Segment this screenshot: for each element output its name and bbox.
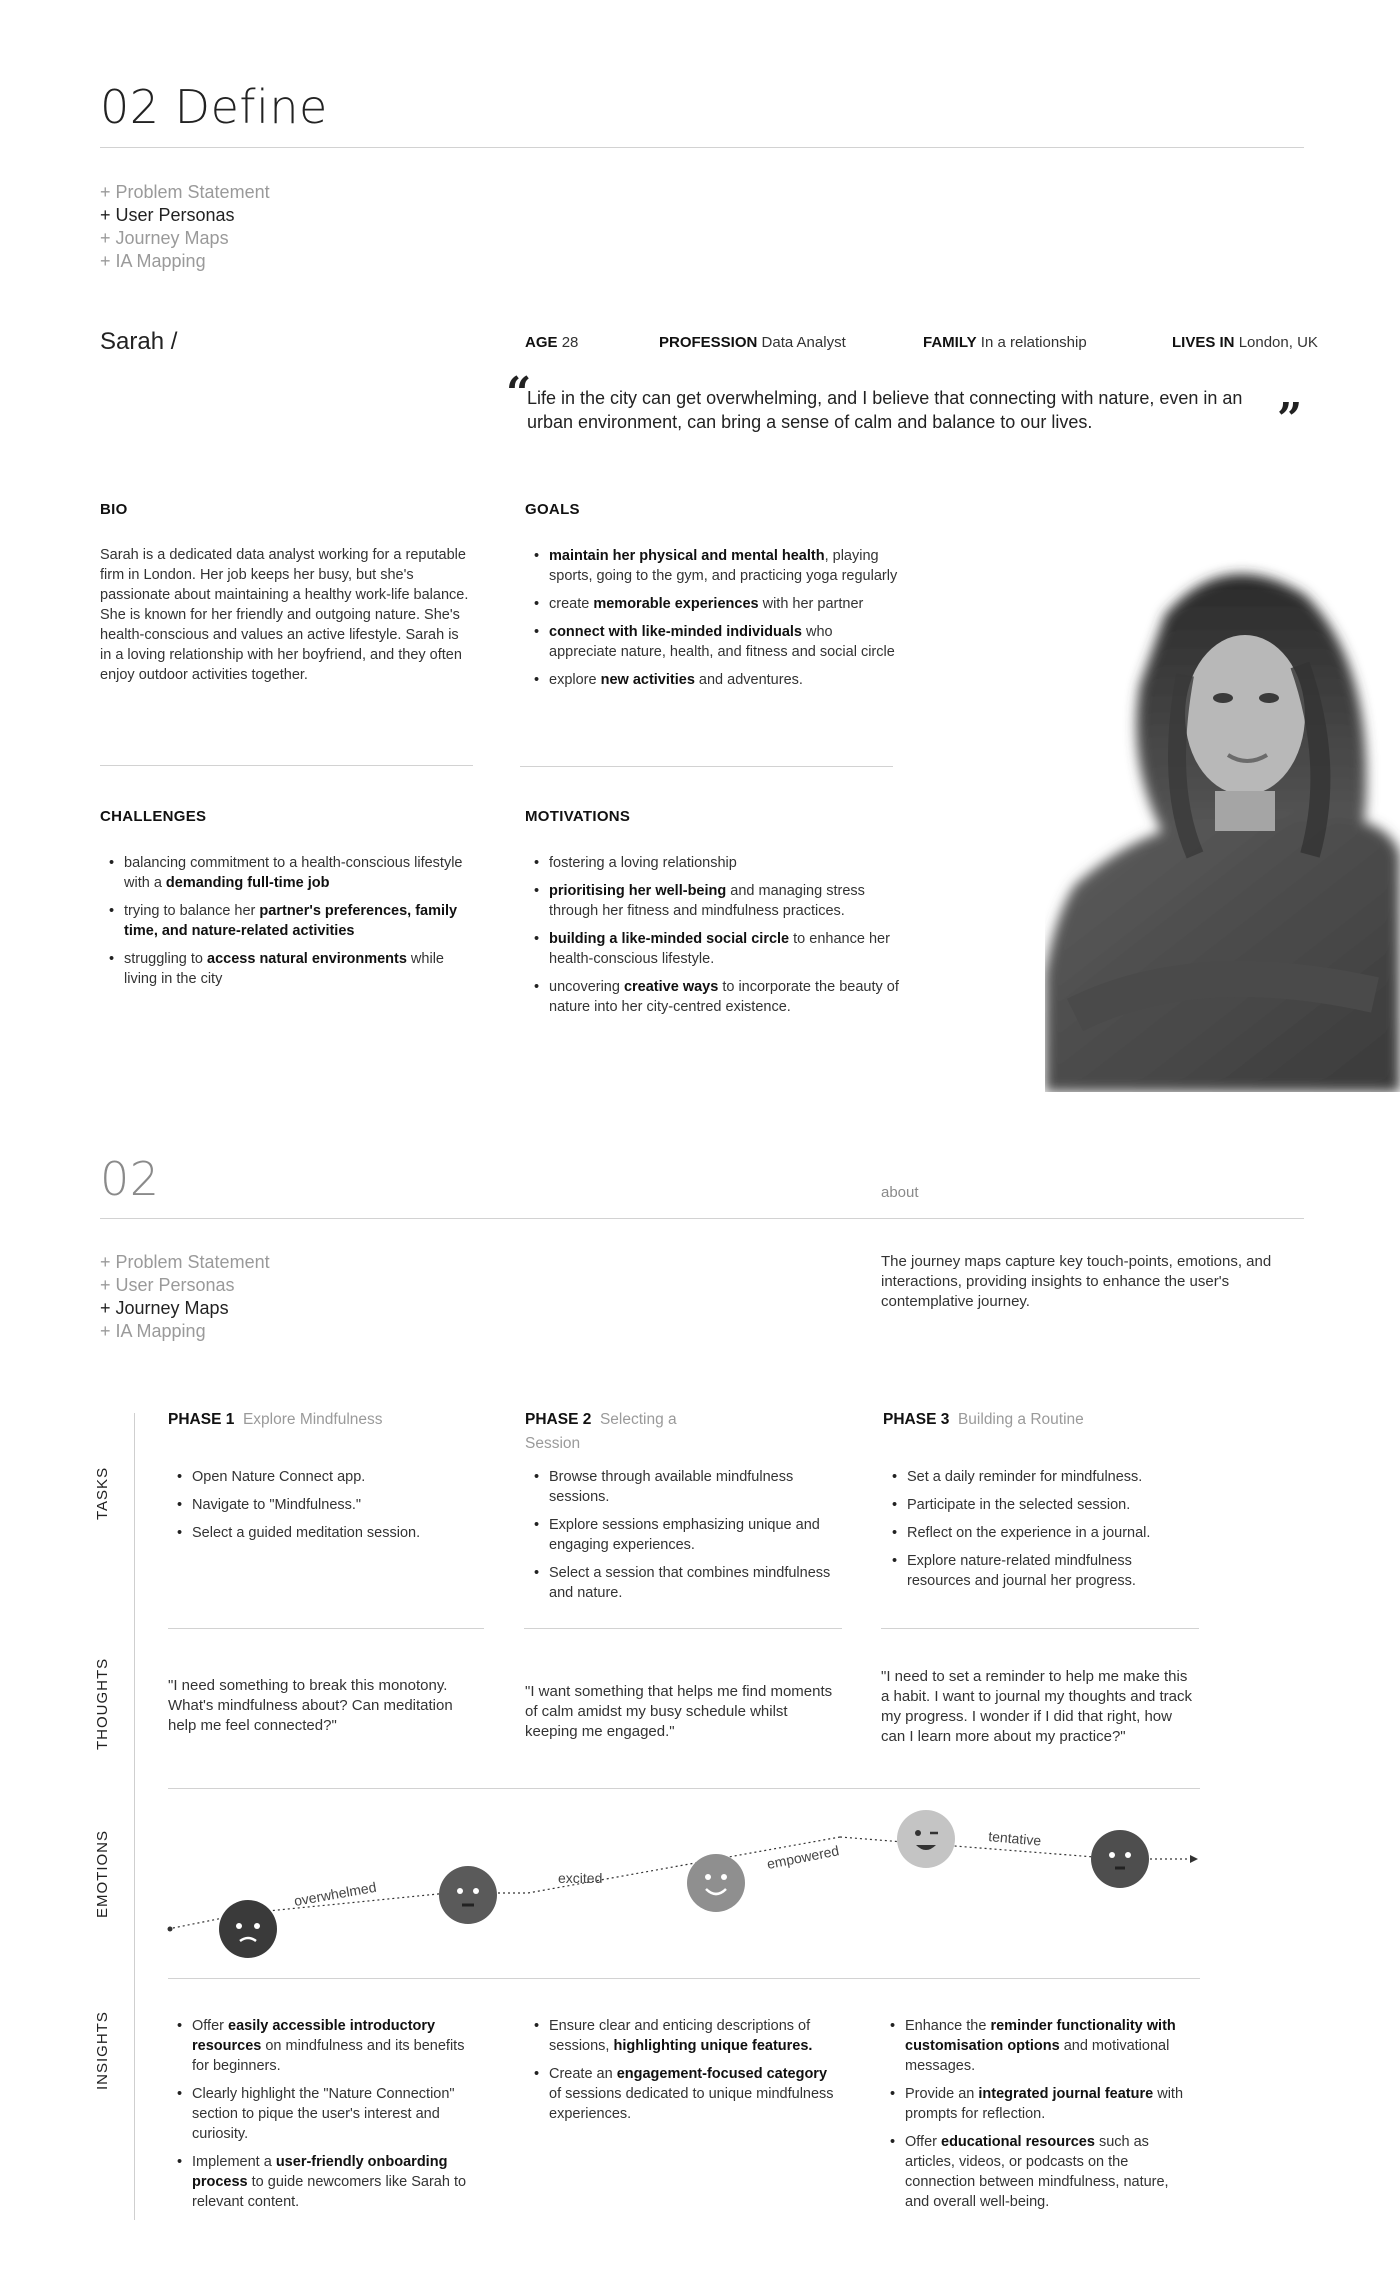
- list-item: • Browse through available mindfulness sessions.: [532, 1467, 837, 1507]
- nav-item-user-personas[interactable]: + User Personas: [100, 205, 235, 225]
- phase-2-thought: "I want something that helps me find moments of calm amidst my busy schedule whilst keeping me engaged.": [525, 1683, 833, 1740]
- list-item: • Offer educational resources such as articles, videos, or podcasts on the connection between mindfulness, nature, and overall well-being.: [888, 2132, 1193, 2212]
- list-item: • Provide an integrated journal feature with prompts for reflection.: [888, 2084, 1193, 2124]
- bio-heading: BIO: [100, 501, 128, 518]
- section-nav-2: [100, 1251, 270, 1343]
- persona-photo: [1045, 555, 1400, 1092]
- list-item: • balancing commitment to a health-conscious lifestyle with a demanding full-time job: [107, 853, 477, 893]
- emotion-face-overwhelmed: [219, 1900, 277, 1958]
- list-item: • Select a guided meditation session.: [175, 1523, 480, 1543]
- list-item: • maintain her physical and mental health, playing sports, going to the gym, and practicing yoga regularly: [532, 546, 902, 586]
- quote-close-mark: ”: [1277, 394, 1303, 445]
- list-item: • trying to balance her partner's preferences, family time, and nature-related activities: [107, 901, 477, 941]
- list-item: • Open Nature Connect app.: [175, 1467, 480, 1487]
- list-item: • Implement a user-friendly onboarding process to guide newcomers like Sarah to relevant content.: [175, 2152, 480, 2212]
- phase-1-insights: [175, 2016, 480, 2220]
- emotion-label-tentative: tentative: [987, 1828, 1042, 1849]
- list-item: • struggling to access natural environments while living in the city: [107, 949, 477, 989]
- list-item: • fostering a loving relationship: [532, 853, 902, 873]
- section-nav-1: [100, 181, 270, 273]
- list-item: • Select a session that combines mindfulness and nature.: [532, 1563, 837, 1603]
- phase-2-tasks: [532, 1467, 837, 1611]
- goals-divider: [520, 766, 893, 767]
- journey-axis-line: [134, 1413, 135, 2220]
- emotion-face-final: [1091, 1830, 1149, 1888]
- list-item: • Participate in the selected session.: [890, 1495, 1195, 1515]
- meta-lives-in: LIVES IN London, UK: [1172, 334, 1318, 351]
- list-item: • Enhance the reminder functionality with customisation options and motivational messages.: [888, 2016, 1193, 2076]
- row-label-thoughts: THOUGHTS: [94, 1657, 111, 1750]
- phase-1-thought: "I need something to break this monotony. What's mindfulness about? Can meditation help me feel connected?": [168, 1677, 453, 1734]
- phase-2-header: PHASE 2 Selecting a Session: [525, 1411, 677, 1452]
- persona-name: Sarah /: [100, 328, 178, 355]
- list-item: • Reflect on the experience in a journal.: [890, 1523, 1195, 1543]
- phase-3-insights: [888, 2016, 1193, 2220]
- emotion-label-overwhelmed: overwhelmed: [292, 1878, 378, 1909]
- nav-item-journey-maps[interactable]: + Journey Maps: [100, 228, 229, 248]
- motivations-list: [532, 853, 902, 1025]
- phase-3-header: PHASE 3 Building a Routine: [883, 1411, 1084, 1428]
- list-item: • explore new activities and adventures.: [532, 670, 902, 690]
- about-label: about: [881, 1184, 919, 1201]
- phase-3-thought: "I need to set a reminder to help me make this a habit. I want to journal my thoughts and track my progress. I wonder if I did that right, how can I learn more about my practice?": [881, 1668, 1193, 1745]
- nav-item-problem-statement[interactable]: + Problem Statement: [100, 1252, 270, 1272]
- bio-divider: [100, 765, 473, 766]
- meta-family: FAMILY In a relationship: [923, 334, 1087, 351]
- list-item: • Ensure clear and enticing descriptions of sessions, highlighting unique features.: [532, 2016, 837, 2056]
- list-item: • Set a daily reminder for mindfulness.: [890, 1467, 1195, 1487]
- emotion-face-excited: [439, 1866, 497, 1924]
- emotion-label-excited: excited: [558, 1870, 603, 1886]
- emotion-face-empowered: [687, 1854, 745, 1912]
- list-item: • Create an engagement-focused category of sessions dedicated to unique mindfulness experiences.: [532, 2064, 837, 2124]
- page-title: 02 Define: [100, 80, 328, 134]
- thoughts-divider: [168, 1788, 1200, 1789]
- list-item: • Clearly highlight the "Nature Connection" section to pique the user's interest and curiosity.: [175, 2084, 480, 2144]
- nav-item-user-personas[interactable]: + User Personas: [100, 1275, 235, 1295]
- emotion-face-tentative: [897, 1810, 955, 1868]
- list-item: • connect with like-minded individuals who appreciate nature, health, and fitness and social circle: [532, 622, 902, 662]
- nav-item-problem-statement[interactable]: + Problem Statement: [100, 182, 270, 202]
- motivations-heading: MOTIVATIONS: [525, 808, 631, 825]
- section2-divider: [100, 1218, 1304, 1219]
- quote-open-mark: “: [506, 368, 532, 419]
- list-item: • Explore nature-related mindfulness resources and journal her progress.: [890, 1551, 1195, 1591]
- meta-age: AGE 28: [525, 334, 579, 351]
- phase-3-tasks: [890, 1467, 1195, 1599]
- tasks-divider-3: [881, 1628, 1199, 1629]
- nav-item-ia-mapping[interactable]: + IA Mapping: [100, 251, 206, 271]
- nav-item-ia-mapping[interactable]: + IA Mapping: [100, 1321, 206, 1341]
- about-text: The journey maps capture key touch-points, emotions, and interactions, providing insights to enhance the user's contemplative journey.: [881, 1253, 1272, 1310]
- challenges-heading: CHALLENGES: [100, 808, 207, 825]
- title-divider: [100, 147, 1304, 148]
- tasks-divider-2: [524, 1628, 842, 1629]
- challenges-list: [107, 853, 477, 997]
- bio-text: Sarah is a dedicated data analyst working for a reputable firm in London. Her job keeps her busy, but she's passionate about maintaining a healthy work-life balance. She is known for her friendly and outgoing nature. She's health-conscious and values an active lifestyle. Sarah is in a loving relationship with her boyfriend, and they often enjoy outdoor activities together.: [100, 547, 469, 683]
- phase-1-header: PHASE 1 Explore Mindfulness: [168, 1411, 383, 1428]
- row-label-tasks: TASKS: [94, 1466, 111, 1520]
- persona-quote: Life in the city can get overwhelming, and I believe that connecting with nature, even in an urban environment, can bring a sense of calm and balance to our lives.: [527, 388, 1243, 432]
- list-item: • Navigate to "Mindfulness.": [175, 1495, 480, 1515]
- emotions-chart: [140, 1795, 1220, 1985]
- section2-number: 02: [100, 1152, 160, 1206]
- row-label-insights: INSIGHTS: [94, 2011, 111, 2090]
- tasks-divider-1: [168, 1628, 484, 1629]
- emotions-divider: [168, 1978, 1200, 1979]
- phase-1-tasks: [175, 1467, 480, 1551]
- meta-profession: PROFESSION Data Analyst: [659, 334, 846, 351]
- goals-list: [532, 546, 902, 698]
- list-item: • create memorable experiences with her partner: [532, 594, 902, 614]
- list-item: • prioritising her well-being and managing stress through her fitness and mindfulness practices.: [532, 881, 902, 921]
- goals-heading: GOALS: [525, 501, 580, 518]
- list-item: • Offer easily accessible introductory resources on mindfulness and its benefits for beginners.: [175, 2016, 480, 2076]
- row-label-emotions: EMOTIONS: [94, 1829, 111, 1918]
- emotion-path: [168, 1837, 1199, 1932]
- list-item: • Explore sessions emphasizing unique and engaging experiences.: [532, 1515, 837, 1555]
- emotion-label-empowered: empowered: [765, 1842, 841, 1872]
- list-item: • uncovering creative ways to incorporate the beauty of nature into her city-centred existence.: [532, 977, 902, 1017]
- nav-item-journey-maps[interactable]: + Journey Maps: [100, 1298, 229, 1318]
- phase-2-insights: [532, 2016, 837, 2132]
- list-item: • building a like-minded social circle to enhance her health-conscious lifestyle.: [532, 929, 902, 969]
